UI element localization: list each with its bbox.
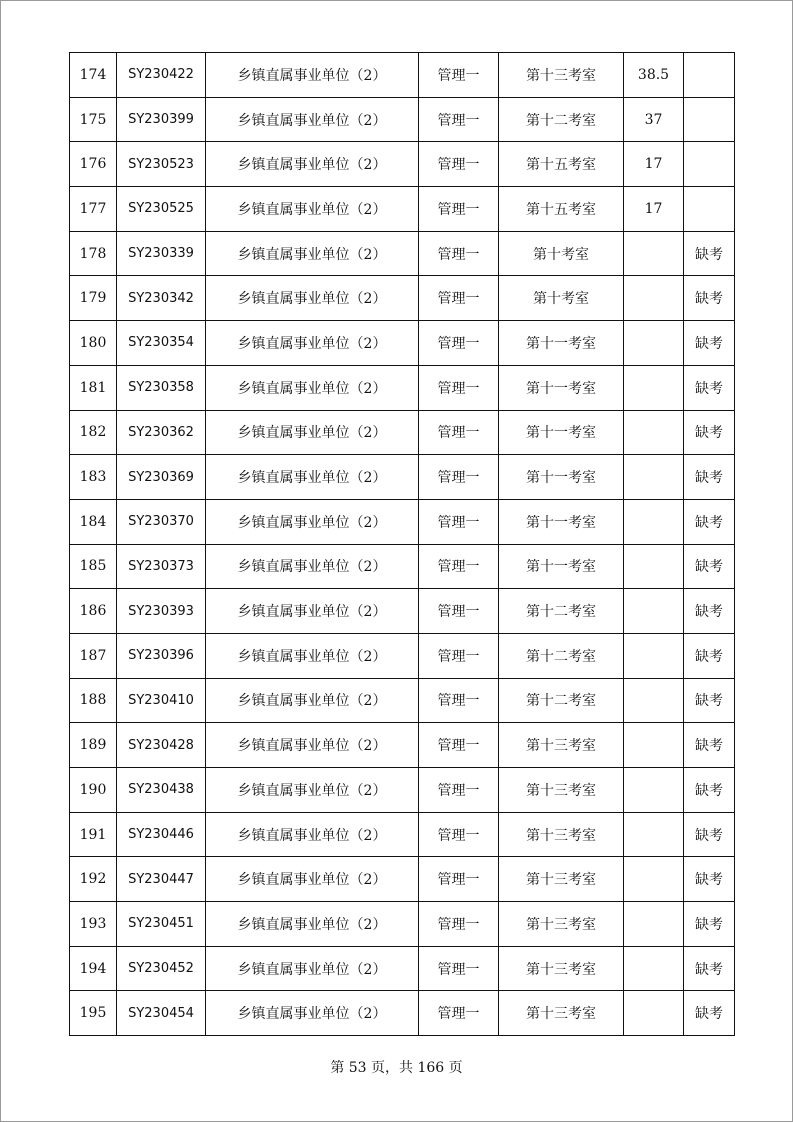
table-row xyxy=(70,991,735,1036)
cell-seq-no: 194 xyxy=(70,946,117,991)
cell-seq-no: 191 xyxy=(70,812,117,857)
cell-post: 管理一 xyxy=(419,97,499,142)
cell-score xyxy=(624,455,684,500)
cell-exam-id: SY230438 xyxy=(117,768,206,813)
cell-score xyxy=(624,499,684,544)
cell-exam-room: 第十一考室 xyxy=(499,321,624,366)
table-row xyxy=(70,812,735,857)
cell-score: 38.5 xyxy=(624,53,684,98)
cell-unit: 乡镇直属事业单位（2） xyxy=(206,53,419,98)
page-footer: 第 53 页，共 166 页 xyxy=(330,1060,463,1076)
cell-seq-no: 176 xyxy=(70,142,117,187)
cell-unit: 乡镇直属事业单位（2） xyxy=(206,544,419,589)
cell-seq-no: 174 xyxy=(70,53,117,98)
cell-post: 管理一 xyxy=(419,812,499,857)
table-row xyxy=(70,723,735,768)
cell-seq-no: 181 xyxy=(70,365,117,410)
cell-seq-no: 188 xyxy=(70,678,117,723)
table-row xyxy=(70,768,735,813)
cell-score xyxy=(624,678,684,723)
table-row xyxy=(70,97,735,142)
cell-exam-id: SY230339 xyxy=(117,231,206,276)
cell-note xyxy=(684,187,735,232)
cell-exam-room: 第十考室 xyxy=(499,231,624,276)
cell-post: 管理一 xyxy=(419,187,499,232)
cell-exam-room: 第十二考室 xyxy=(499,97,624,142)
cell-unit: 乡镇直属事业单位（2） xyxy=(206,142,419,187)
table-row xyxy=(70,365,735,410)
cell-seq-no: 186 xyxy=(70,589,117,634)
cell-score xyxy=(624,857,684,902)
cell-unit: 乡镇直属事业单位（2） xyxy=(206,321,419,366)
cell-exam-room: 第十一考室 xyxy=(499,410,624,455)
cell-exam-id: SY230396 xyxy=(117,633,206,678)
cell-unit: 乡镇直属事业单位（2） xyxy=(206,633,419,678)
table-row xyxy=(70,902,735,947)
cell-exam-id: SY230410 xyxy=(117,678,206,723)
cell-exam-room: 第十三考室 xyxy=(499,812,624,857)
cell-score xyxy=(624,633,684,678)
cell-post: 管理一 xyxy=(419,768,499,813)
cell-seq-no: 179 xyxy=(70,276,117,321)
table-body xyxy=(70,53,735,1036)
cell-exam-room: 第十三考室 xyxy=(499,53,624,98)
cell-note: 缺考 xyxy=(684,321,735,366)
cell-unit: 乡镇直属事业单位（2） xyxy=(206,410,419,455)
table-row xyxy=(70,276,735,321)
cell-post: 管理一 xyxy=(419,455,499,500)
cell-score xyxy=(624,589,684,634)
cell-note xyxy=(684,97,735,142)
cell-note xyxy=(684,142,735,187)
cell-exam-id: SY230454 xyxy=(117,991,206,1036)
cell-exam-room: 第十二考室 xyxy=(499,589,624,634)
cell-post: 管理一 xyxy=(419,589,499,634)
cell-exam-id: SY230446 xyxy=(117,812,206,857)
cell-exam-id: SY230393 xyxy=(117,589,206,634)
cell-unit: 乡镇直属事业单位（2） xyxy=(206,455,419,500)
table-row xyxy=(70,857,735,902)
cell-seq-no: 180 xyxy=(70,321,117,366)
cell-exam-id: SY230342 xyxy=(117,276,206,321)
cell-exam-room: 第十三考室 xyxy=(499,902,624,947)
cell-score xyxy=(624,723,684,768)
cell-score xyxy=(624,321,684,366)
cell-seq-no: 175 xyxy=(70,97,117,142)
cell-note: 缺考 xyxy=(684,499,735,544)
cell-score xyxy=(624,276,684,321)
cell-seq-no: 195 xyxy=(70,991,117,1036)
cell-exam-id: SY230451 xyxy=(117,902,206,947)
table-row xyxy=(70,499,735,544)
table-row xyxy=(70,187,735,232)
cell-score xyxy=(624,231,684,276)
cell-unit: 乡镇直属事业单位（2） xyxy=(206,276,419,321)
cell-exam-id: SY230358 xyxy=(117,365,206,410)
cell-score xyxy=(624,812,684,857)
cell-exam-room: 第十三考室 xyxy=(499,857,624,902)
cell-unit: 乡镇直属事业单位（2） xyxy=(206,857,419,902)
cell-score xyxy=(624,991,684,1036)
cell-note: 缺考 xyxy=(684,455,735,500)
cell-seq-no: 177 xyxy=(70,187,117,232)
cell-post: 管理一 xyxy=(419,231,499,276)
cell-seq-no: 184 xyxy=(70,499,117,544)
cell-exam-room: 第十三考室 xyxy=(499,946,624,991)
cell-exam-id: SY230525 xyxy=(117,187,206,232)
cell-unit: 乡镇直属事业单位（2） xyxy=(206,231,419,276)
cell-note: 缺考 xyxy=(684,723,735,768)
table-row xyxy=(70,142,735,187)
cell-note: 缺考 xyxy=(684,276,735,321)
cell-note: 缺考 xyxy=(684,633,735,678)
table-row xyxy=(70,53,735,98)
cell-exam-id: SY230523 xyxy=(117,142,206,187)
table-row xyxy=(70,321,735,366)
cell-post: 管理一 xyxy=(419,142,499,187)
cell-score: 17 xyxy=(624,187,684,232)
cell-unit: 乡镇直属事业单位（2） xyxy=(206,991,419,1036)
cell-note: 缺考 xyxy=(684,991,735,1036)
cell-note: 缺考 xyxy=(684,231,735,276)
cell-score xyxy=(624,410,684,455)
table-row xyxy=(70,589,735,634)
cell-seq-no: 187 xyxy=(70,633,117,678)
cell-exam-room: 第十一考室 xyxy=(499,365,624,410)
cell-exam-room: 第十考室 xyxy=(499,276,624,321)
cell-exam-id: SY230370 xyxy=(117,499,206,544)
cell-unit: 乡镇直属事业单位（2） xyxy=(206,589,419,634)
cell-post: 管理一 xyxy=(419,544,499,589)
cell-exam-room: 第十五考室 xyxy=(499,142,624,187)
cell-score: 17 xyxy=(624,142,684,187)
cell-seq-no: 192 xyxy=(70,857,117,902)
cell-unit: 乡镇直属事业单位（2） xyxy=(206,946,419,991)
cell-unit: 乡镇直属事业单位（2） xyxy=(206,678,419,723)
cell-seq-no: 193 xyxy=(70,902,117,947)
cell-note: 缺考 xyxy=(684,902,735,947)
cell-exam-id: SY230362 xyxy=(117,410,206,455)
cell-exam-id: SY230428 xyxy=(117,723,206,768)
cell-note: 缺考 xyxy=(684,365,735,410)
cell-exam-id: SY230452 xyxy=(117,946,206,991)
cell-exam-room: 第十二考室 xyxy=(499,633,624,678)
cell-exam-room: 第十一考室 xyxy=(499,455,624,500)
cell-exam-room: 第十三考室 xyxy=(499,991,624,1036)
cell-unit: 乡镇直属事业单位（2） xyxy=(206,499,419,544)
cell-exam-room: 第十五考室 xyxy=(499,187,624,232)
cell-post: 管理一 xyxy=(419,410,499,455)
cell-unit: 乡镇直属事业单位（2） xyxy=(206,187,419,232)
cell-exam-id: SY230422 xyxy=(117,53,206,98)
cell-exam-room: 第十二考室 xyxy=(499,678,624,723)
cell-note: 缺考 xyxy=(684,946,735,991)
cell-post: 管理一 xyxy=(419,321,499,366)
cell-post: 管理一 xyxy=(419,276,499,321)
cell-post: 管理一 xyxy=(419,678,499,723)
cell-exam-id: SY230399 xyxy=(117,97,206,142)
cell-unit: 乡镇直属事业单位（2） xyxy=(206,902,419,947)
table-row xyxy=(70,544,735,589)
cell-note: 缺考 xyxy=(684,857,735,902)
cell-seq-no: 182 xyxy=(70,410,117,455)
cell-post: 管理一 xyxy=(419,902,499,947)
cell-exam-id: SY230447 xyxy=(117,857,206,902)
cell-note: 缺考 xyxy=(684,544,735,589)
cell-exam-id: SY230373 xyxy=(117,544,206,589)
cell-post: 管理一 xyxy=(419,991,499,1036)
cell-score xyxy=(624,365,684,410)
cell-score xyxy=(624,902,684,947)
cell-exam-id: SY230369 xyxy=(117,455,206,500)
cell-exam-room: 第十三考室 xyxy=(499,723,624,768)
table-row xyxy=(70,410,735,455)
table-row xyxy=(70,231,735,276)
cell-score xyxy=(624,946,684,991)
cell-exam-room: 第十一考室 xyxy=(499,499,624,544)
cell-exam-room: 第十一考室 xyxy=(499,544,624,589)
cell-post: 管理一 xyxy=(419,633,499,678)
cell-seq-no: 185 xyxy=(70,544,117,589)
results-table xyxy=(69,52,735,1036)
cell-note: 缺考 xyxy=(684,410,735,455)
table-row xyxy=(70,633,735,678)
cell-score xyxy=(624,544,684,589)
cell-note: 缺考 xyxy=(684,768,735,813)
cell-unit: 乡镇直属事业单位（2） xyxy=(206,768,419,813)
cell-post: 管理一 xyxy=(419,365,499,410)
cell-exam-id: SY230354 xyxy=(117,321,206,366)
cell-post: 管理一 xyxy=(419,857,499,902)
cell-post: 管理一 xyxy=(419,53,499,98)
cell-seq-no: 178 xyxy=(70,231,117,276)
cell-exam-room: 第十三考室 xyxy=(499,768,624,813)
cell-unit: 乡镇直属事业单位（2） xyxy=(206,365,419,410)
cell-score xyxy=(624,768,684,813)
cell-note: 缺考 xyxy=(684,812,735,857)
cell-unit: 乡镇直属事业单位（2） xyxy=(206,97,419,142)
table-row xyxy=(70,946,735,991)
cell-seq-no: 183 xyxy=(70,455,117,500)
cell-seq-no: 189 xyxy=(70,723,117,768)
cell-post: 管理一 xyxy=(419,946,499,991)
cell-note: 缺考 xyxy=(684,678,735,723)
table-row xyxy=(70,678,735,723)
cell-note: 缺考 xyxy=(684,589,735,634)
cell-unit: 乡镇直属事业单位（2） xyxy=(206,723,419,768)
cell-post: 管理一 xyxy=(419,499,499,544)
cell-post: 管理一 xyxy=(419,723,499,768)
cell-note xyxy=(684,53,735,98)
cell-seq-no: 190 xyxy=(70,768,117,813)
table-row xyxy=(70,455,735,500)
cell-score: 37 xyxy=(624,97,684,142)
cell-unit: 乡镇直属事业单位（2） xyxy=(206,812,419,857)
